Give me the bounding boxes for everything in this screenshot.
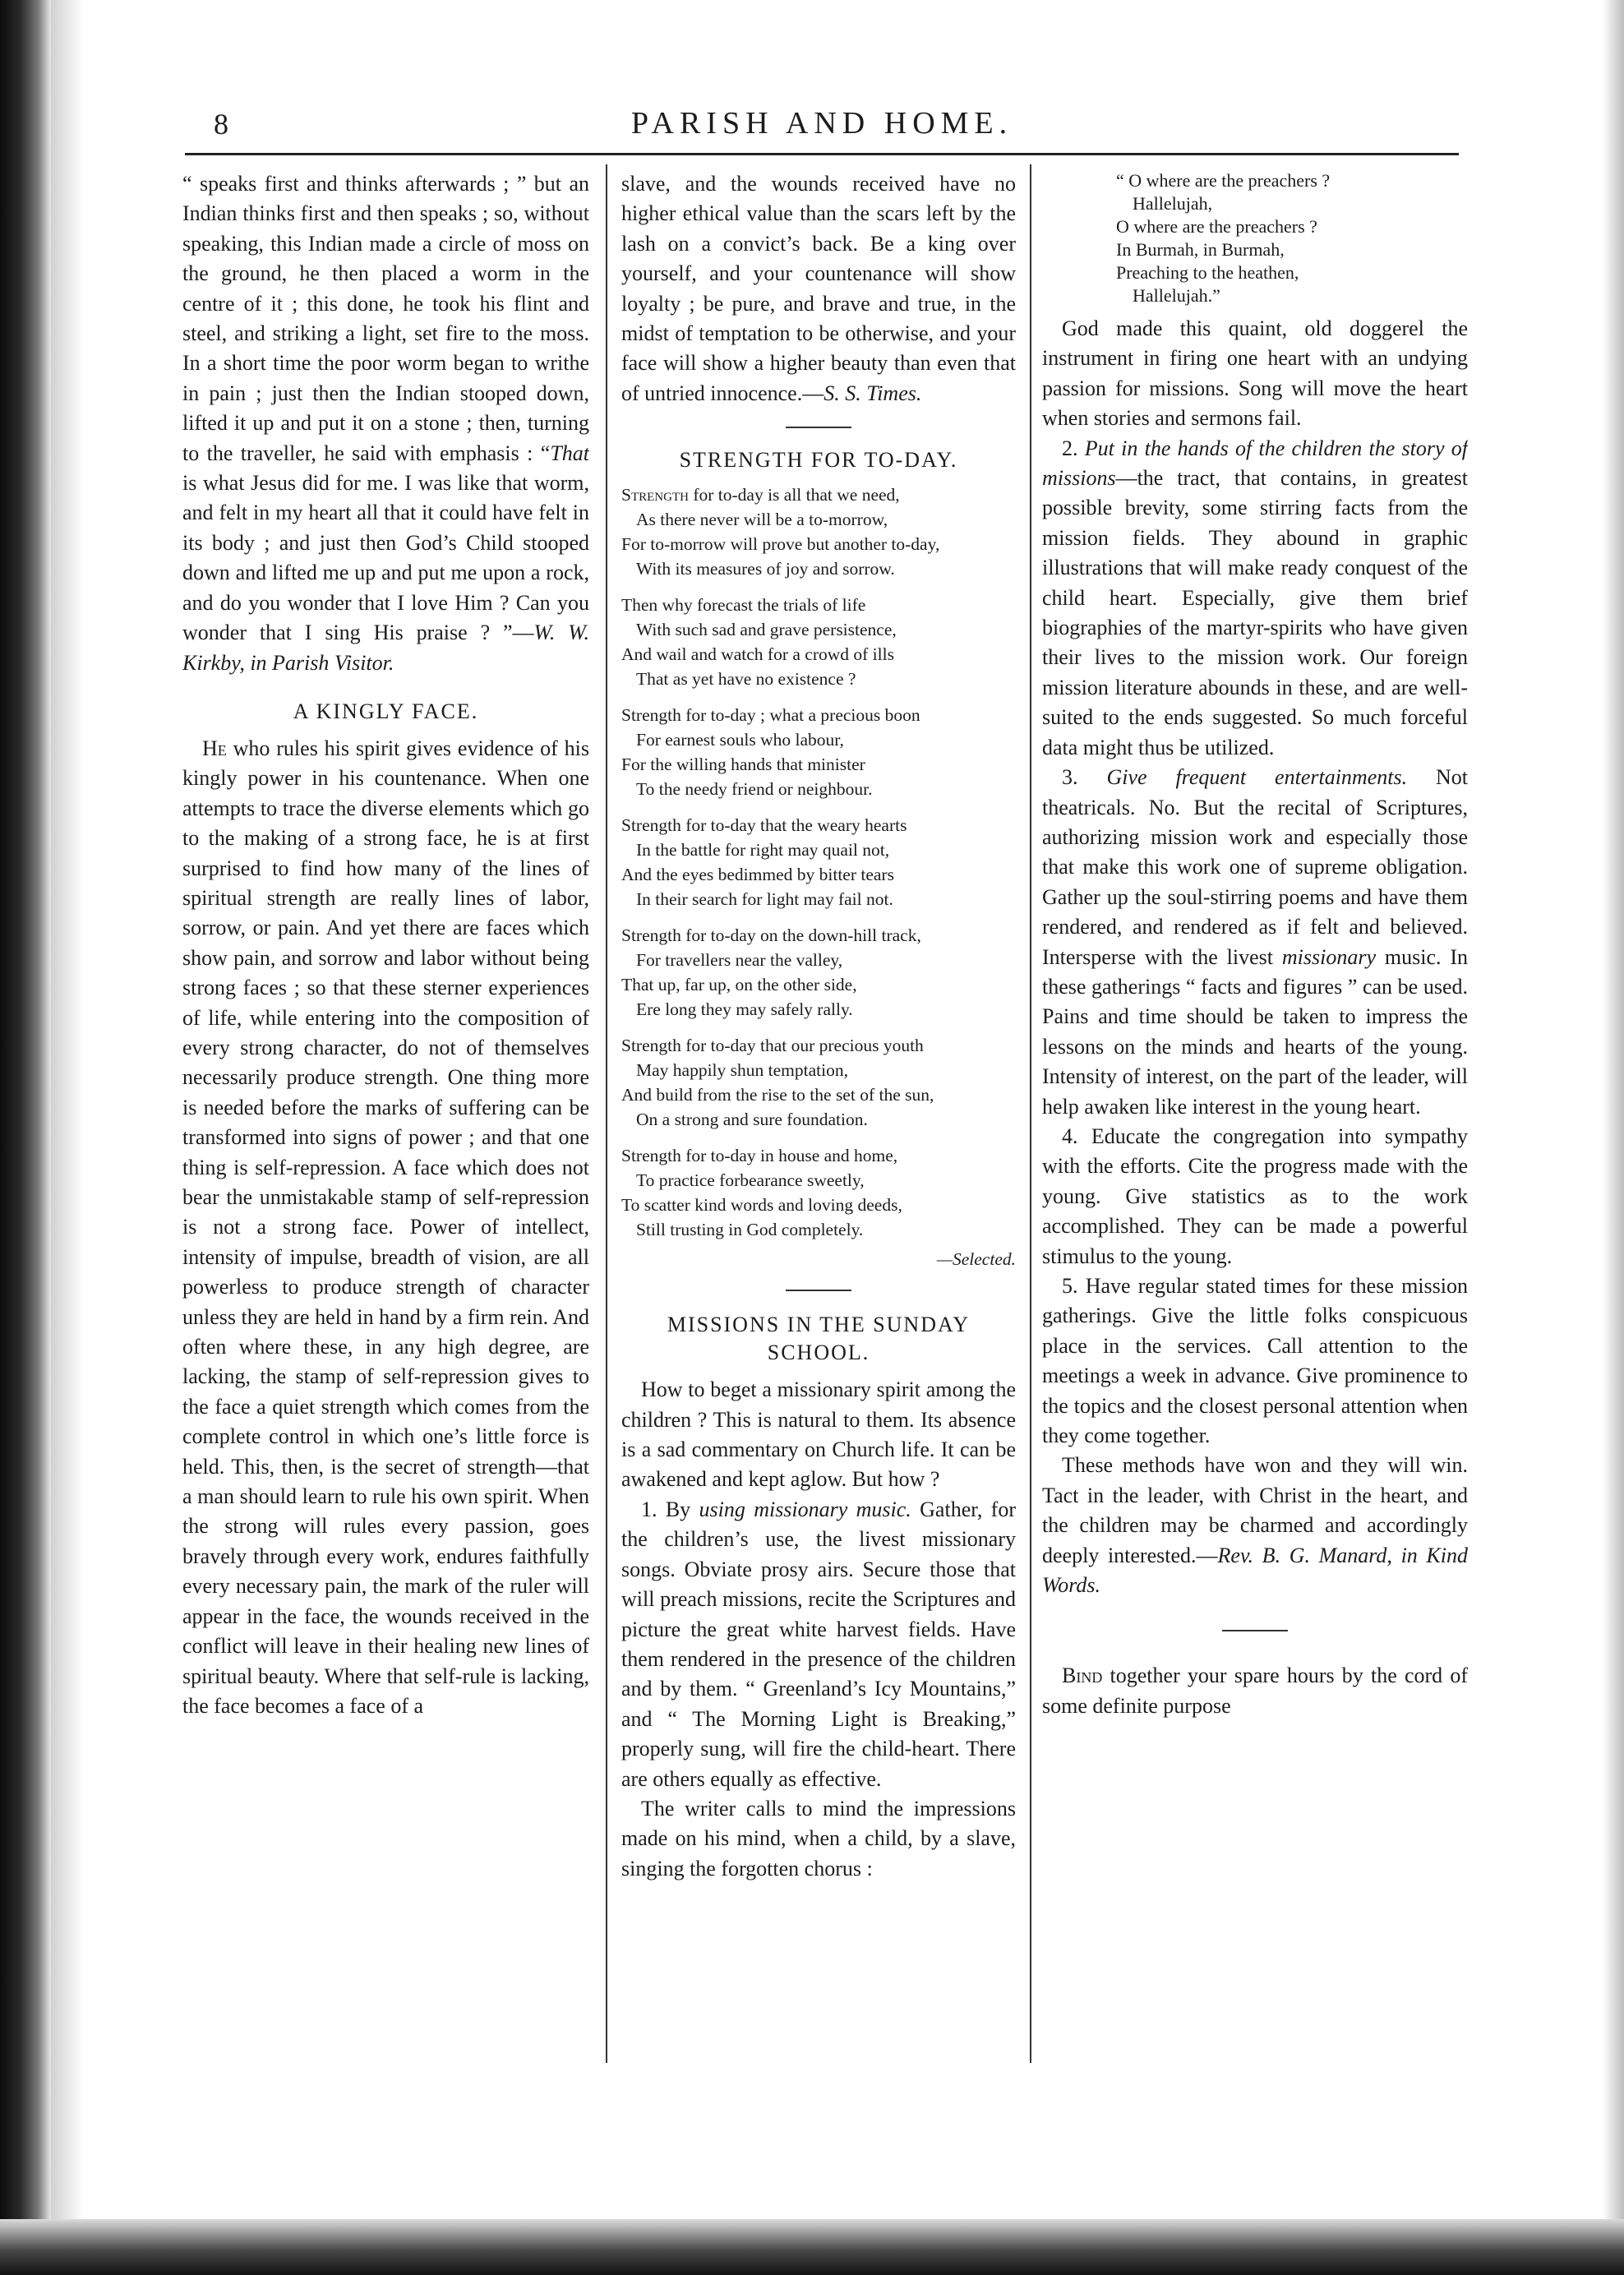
poem-line <box>621 482 1016 507</box>
point-1-heading: using missionary music. <box>699 1497 911 1521</box>
poem-line <box>621 1193 1016 1217</box>
chorus-line: O where are the preachers ? <box>1116 216 1317 237</box>
poem-stanza <box>621 703 1016 801</box>
poem-line-text: Strength for to-day in house and home, <box>621 1146 898 1166</box>
poem-line-text: That as yet have no existence ? <box>636 669 856 690</box>
poem-line-text: for to-day is all that we need, <box>688 485 900 505</box>
poem-line-text: With its measures of joy and sorrow. <box>636 559 895 579</box>
poem-credit: —Selected. <box>936 1249 1016 1270</box>
column-1 <box>182 169 589 2060</box>
indian-story-emphasis: That <box>550 441 589 465</box>
bind-lead-word: Bind <box>1062 1664 1103 1688</box>
poem-line <box>621 703 1016 727</box>
poem-line <box>621 887 1016 911</box>
page-header <box>185 97 1459 146</box>
poem-line <box>621 642 1016 667</box>
running-title: PARISH AND HOME. <box>630 106 1013 141</box>
missions-point-1 <box>621 1495 1016 1794</box>
scan-bottom-edge <box>0 2219 1624 2275</box>
missions-conclusion <box>1042 1451 1468 1600</box>
column-rule-left <box>606 164 607 2063</box>
indian-story-byline: W. W. Kirkby, in Parish Visitor. <box>182 621 589 675</box>
poem-line <box>621 813 1016 838</box>
poem-line <box>621 923 1016 948</box>
poem-line-text: Strength for to-day that our precious youth <box>621 1036 924 1056</box>
header-rule <box>185 153 1459 155</box>
missions-point-5: 5. Have regular stated times for these mission gatherings. Give the little folks conspicuous place in the services. Call attention to the meetings a week in advance. Give prominence to the topics and the closest personal attention when they come together. <box>1042 1274 1468 1448</box>
kingly-face-source: S. S. Times. <box>824 381 922 405</box>
poem-line-text: As there never will be a to-morrow, <box>636 510 888 530</box>
indian-story-text-cont: is what Jesus did for me. I was like that worm, and felt in my heart all that it could have felt in its body ; and just then God’s Child stooped down and lifted me up and put me upon a rock, and do you wonder that I love Him ? Can you wonder that I sing His praise ? ”— <box>182 471 589 645</box>
poem-line <box>621 532 1016 556</box>
poem-line <box>621 862 1016 887</box>
poem-line-text: Strength for to-day ; what a precious boon <box>621 705 920 726</box>
bind-text: together your spare hours by the cord of some definite purpose <box>1042 1664 1468 1718</box>
missions-point-4: 4. Educate the congregation into sympathy with the efforts. Cite the progress made with the young. Give statistics as to the work accomplished. They can be made a powerful stimulus to the young. <box>1042 1124 1468 1268</box>
poem-line <box>621 777 1016 801</box>
poem-line <box>621 1033 1016 1058</box>
poem-line <box>621 1168 1016 1193</box>
poem-line-text: For to-morrow will prove but another to-day, <box>621 534 940 555</box>
poem-line-text: In their search for light may fail not. <box>636 889 893 910</box>
section-divider <box>786 1290 851 1291</box>
chorus-line: Hallelujah.” <box>1133 285 1220 306</box>
poem-line-text: Strength for to-day on the down-hill track, <box>621 925 921 946</box>
poem-line-text: To practice forbearance sweetly, <box>636 1170 865 1191</box>
chorus-line: In Burmah, in Burmah, <box>1116 239 1285 260</box>
poem-line-text: For earnest souls who labour, <box>636 730 844 750</box>
section-divider <box>786 427 851 428</box>
point-3-heading: Give frequent entertainments. <box>1106 765 1408 790</box>
poem-line <box>621 972 1016 997</box>
poem-line <box>621 617 1016 642</box>
poem-stanza <box>621 923 1016 1022</box>
column-rule-right <box>1030 164 1031 2063</box>
point-1-text: Gather, for the children’s use, the livest missionary songs. Obviate prosy airs. Secure those that will preach missions, recite the Scriptures and picture the great white harvest fields. Have them rendered in the presence of the children and by them. “ Greenland’s Icy Mountains,” and “ The Morning Light is Breaking,” properly sung, will fire the child-heart. There are others equally as effective. <box>621 1497 1016 1791</box>
poem-line-text: With such sad and grave persistence, <box>636 620 897 640</box>
chorus-line: “ O where are the preachers ? <box>1116 170 1331 191</box>
kingly-face-paragraph <box>182 734 589 1721</box>
point-2-text: —the tract, that contains, in greatest possible brevity, some stirring facts from the mission fields. They abound in graphic illustrations that will make ready conquest of the child heart. Especially, give them brief biographies of the martyr-spirits who have given their lives to the mission work. Our foreign mission literature abounds in these, and are well-suited to the ends suggested. So much forceful data might thus be utilized. <box>1042 466 1468 759</box>
poem-line-text: In the battle for right may quail not, <box>636 840 890 861</box>
poem-title: STRENGTH FOR TO-DAY. <box>679 448 958 473</box>
missions-point-3 <box>1042 763 1468 1122</box>
point-2-number: 2. <box>1062 436 1085 460</box>
poem-stanza <box>621 482 1016 581</box>
poem-stanza <box>621 813 1016 911</box>
missions-recollection: The writer calls to mind the impressions made on his mind, when a child, by a slave, singing the forgotten chorus : <box>621 1796 1016 1880</box>
poem-line-text: To scatter kind words and loving deeds, <box>621 1195 902 1216</box>
poem-stanza <box>621 1143 1016 1242</box>
poem-first-word: Strength <box>621 485 689 505</box>
scan-binding-shadow <box>51 0 84 2275</box>
conclusion-text: These methods have won and they will win. Tact in the leader, with Christ in the heart, and the children may be charmed and accordingly deeply interested.— <box>1042 1453 1468 1567</box>
poem-line <box>621 556 1016 581</box>
poem-line <box>621 507 1016 532</box>
poem-line <box>621 948 1016 972</box>
poem-line-text: Strength for to-day that the weary hearts <box>621 815 907 836</box>
poem-line <box>621 1217 1016 1242</box>
poem-line <box>621 838 1016 862</box>
poem-line <box>621 1107 1016 1132</box>
kingly-face-title: A KINGLY FACE. <box>293 699 479 723</box>
point-3-text: Not theatricals. No. But the recital of Scriptures, authorizing mission work and especially those that make this work one of supreme obligation. Gather up the soul-stirring poems and have them rendered, and rendered as if felt and believed. Intersperse with the livest <box>1042 765 1468 969</box>
poem-line-text: Ere long they may safely rally. <box>636 999 853 1020</box>
poem-line <box>621 727 1016 752</box>
poem-line <box>621 1143 1016 1168</box>
slave-chorus <box>1042 169 1468 307</box>
conclusion-byline: Rev. B. G. Manard, in Kind Words. <box>1042 1543 1468 1598</box>
poem-line-text: Then why forecast the trials of life <box>621 595 866 616</box>
page-number: 8 <box>214 108 228 141</box>
point-3-text-cont: music. In these gatherings “ facts and figures ” can be used. Pains and time should be taken to impress the lessons on the minds and hearts of the young. Intensity of interest, on the part of the leader, will help awaken like interest in the young heart. <box>1042 944 1468 1119</box>
missions-doggerel-paragraph: God made this quaint, old doggerel the instrument in firing one heart with an undying passion for missions. Song will move the heart when stories and sermons fail. <box>1042 316 1468 431</box>
poem-line-text: That up, far up, on the other side, <box>621 975 857 995</box>
kingly-face-lead-word: He <box>202 736 227 760</box>
poem-line <box>621 593 1016 617</box>
kingly-face-continuation <box>621 169 1016 408</box>
missions-title: MISSIONS IN THE SUNDAY SCHOOL. <box>667 1313 971 1365</box>
poem-line-text: May happily shun temptation, <box>636 1060 848 1081</box>
kingly-face-text: who rules his spirit gives evidence of his kingly power in his countenance. When one attempts to trace the diverse elements which go to the making of a strong face, he is at first surprised to find how many of the lines of spiritual strength are really lines of labor, sorrow, or pain. And yet there are faces which show pain, and sorrow and labor without being strong faces ; so that these sterner experiences of life, while entering into the composition of every strong character, do not of themselves necessarily produce strength. One thing more is needed before the marks of suffering can be transformed into signs of power ; and that one thing is self-repression. A face which does not bear the unmistakable stamp of self-repression is not a strong face. Power of intellect, intensity of impulse, breadth of vision, are all powerless to produce strength of character unless they are held in hand by a firm rein. And often where these, in any high degree, are lacking, the stamp of self-repression gives to the face a quiet strength which comes from the complete control in which one’s little force is held. This, then, is the secret of strength—that a man should learn to rule his own spirit. When the strong will rules every passion, goes bravely through every work, endures faithfully every necessary pain, the mark of the ruler will appear in the face, the wounds received in the conflict will leave in their healing new lines of spiritual beauty. Where that self-rule is lacking, the face becomes a face of a <box>182 736 589 1718</box>
scan-binding-edge <box>0 0 51 2275</box>
poem-line <box>621 997 1016 1022</box>
poem-line <box>621 752 1016 777</box>
column-2 <box>621 169 1016 2060</box>
poem-line-text: And wail and watch for a crowd of ills <box>621 644 894 665</box>
scan-right-edge <box>1603 0 1624 2275</box>
chorus-line: Hallelujah, <box>1133 193 1213 214</box>
missions-point-2 <box>1042 434 1468 763</box>
point-3-number: 3. <box>1062 765 1107 790</box>
poem-line-text: And build from the rise to the set of the sun, <box>621 1085 934 1105</box>
column-3 <box>1042 169 1468 2060</box>
poem-line <box>621 1082 1016 1107</box>
poem-stanza <box>621 1033 1016 1132</box>
chorus-line: Preaching to the heathen, <box>1116 262 1299 283</box>
poem-line-text: To the needy friend or neighbour. <box>636 779 873 800</box>
poem-line-text: For the willing hands that minister <box>621 754 865 775</box>
indian-story-text: “ speaks first and thinks afterwards ; ” but an Indian thinks first and then speaks ; so, without speaking, this Indian made a circle of moss on the ground, he then placed a worm in the centre of it ; this done, he took his flint and steel, and striking a light, set fire to the moss. In a short time the poor worm began to writhe in pain ; just then the Indian stooped down, lifted it up and put it on a stone ; then, turning to the traveller, he said with emphasis : “ <box>182 172 589 465</box>
poem-line-text: For travellers near the valley, <box>636 950 843 971</box>
indian-story-paragraph <box>182 169 589 678</box>
point-3-emphasis: missionary <box>1281 944 1376 969</box>
poem-strength-for-today <box>621 482 1016 1242</box>
bind-together-paragraph <box>1042 1661 1468 1721</box>
point-1-number: 1. By <box>641 1497 699 1521</box>
kingly-face-cont-text: slave, and the wounds received have no higher ethical value than the scars left by the lash on a convict’s back. Be a king over yourself, and your countenance will show loyalty ; be pure, and brave and true, in the midst of temptation to be otherwise, and your face will show a higher beauty than even that of untried innocence.— <box>621 172 1016 405</box>
poem-line <box>621 667 1016 691</box>
poem-line-text: And the eyes bedimmed by bitter tears <box>621 865 894 885</box>
poem-line <box>621 1058 1016 1082</box>
poem-stanza <box>621 593 1016 691</box>
section-divider <box>1222 1630 1288 1631</box>
point-2-heading: Put in the hands of the children the story of missions <box>1042 436 1468 491</box>
missions-intro: How to beget a missionary spirit among the children ? This is natural to them. Its absence is a sad commentary on Church life. It can be awakened and kept aglow. But how ? <box>621 1377 1016 1492</box>
poem-line-text: Still trusting in God completely. <box>636 1220 864 1240</box>
poem-line-text: On a strong and sure foundation. <box>636 1110 868 1130</box>
